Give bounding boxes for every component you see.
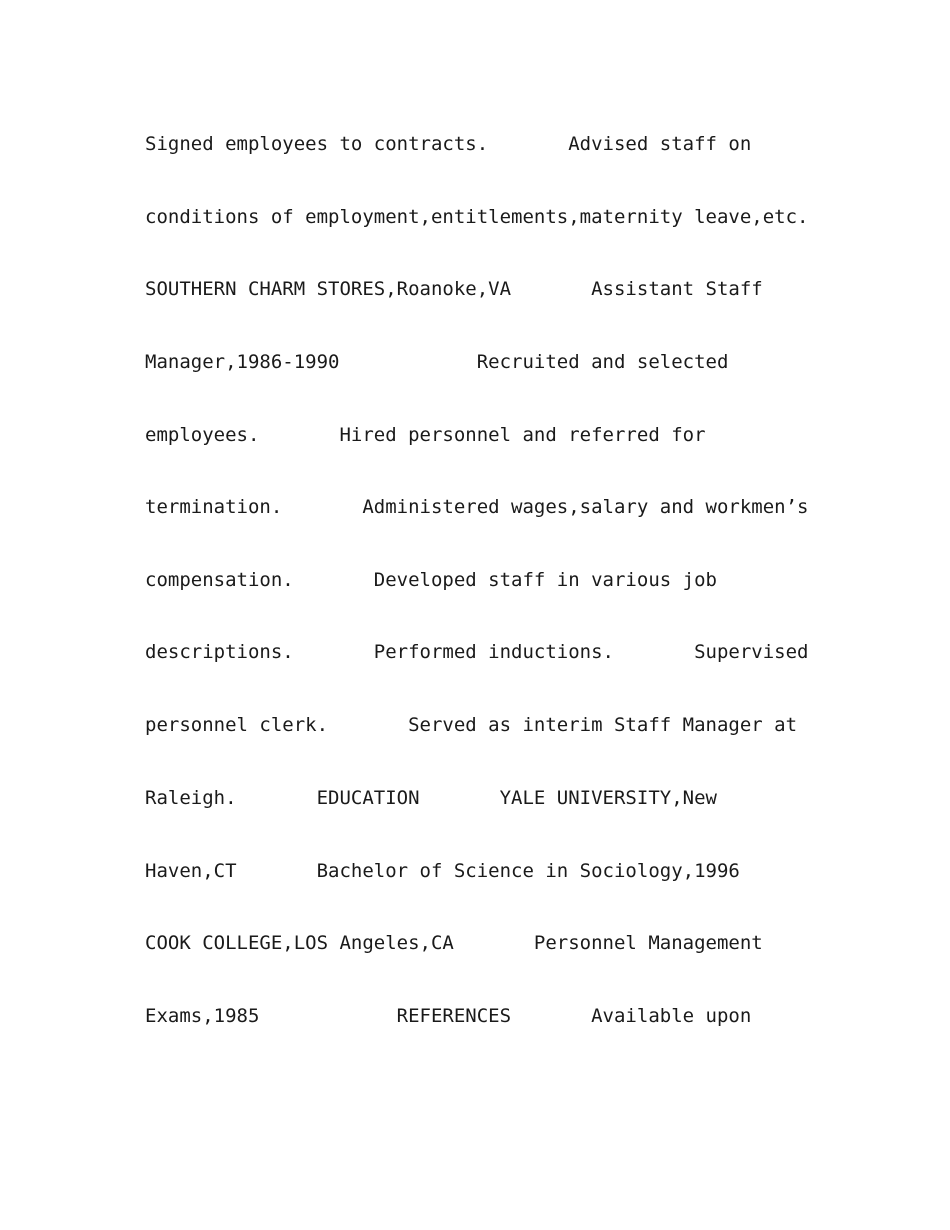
text-line: Raleigh. EDUCATION YALE UNIVERSITY,New — [145, 787, 717, 809]
text-line: termination. Administered wages,salary and workmen’s — [145, 496, 809, 518]
text-line: Haven,CT Bachelor of Science in Sociology,1996 — [145, 860, 740, 882]
text-line: Exams,1985 REFERENCES Available upon — [145, 1005, 752, 1027]
text-line: employees. Hired personnel and referred for — [145, 424, 706, 446]
text-line: compensation. Developed staff in various job — [145, 569, 717, 591]
text-line: personnel clerk. Served as interim Staff Manager at — [145, 714, 798, 736]
text-line: conditions of employment,entitlements,maternity leave,etc. — [145, 206, 809, 228]
text-line: Manager,1986-1990 Recruited and selected — [145, 351, 729, 373]
text-line: descriptions. Performed inductions. Supervised — [145, 641, 809, 663]
text-line: SOUTHERN CHARM STORES,Roanoke,VA Assistant Staff — [145, 278, 763, 300]
text-line: COOK COLLEGE,LOS Angeles,CA Personnel Management — [145, 932, 763, 954]
text-line: Signed employees to contracts. Advised staff on — [145, 133, 752, 155]
